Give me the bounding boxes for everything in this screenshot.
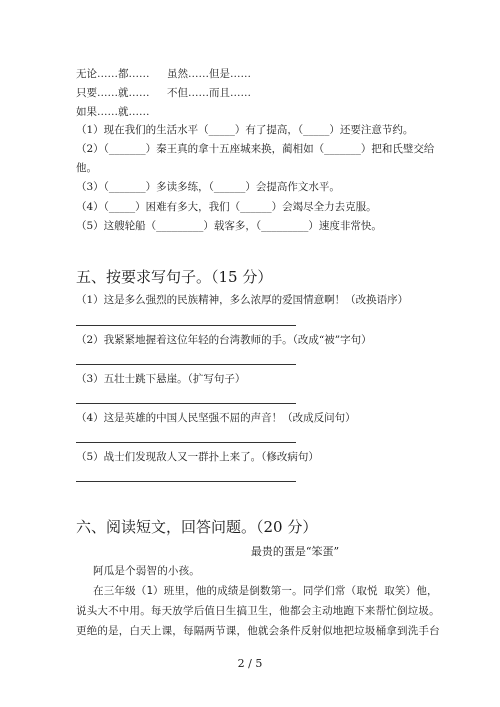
page-number: 2 / 5 xyxy=(237,657,263,670)
passage-line: 更绝的是，白天上课，每隔两节课，他就会条件反射似地把垃圾桶拿到洗手台 xyxy=(76,625,440,637)
conjunction-pair: 无论……都…… xyxy=(76,68,150,80)
question-item: （4）这是英雄的中国人民坚强不屈的声音！（改成反问句） xyxy=(76,412,356,424)
question-item: （5）战士们发现敌人又一群扑上来了。（修改病句） xyxy=(76,451,319,463)
fill-item: （1）现在我们的生活水平（_____）有了提高，（_____）还要注意节约。 xyxy=(76,124,414,136)
question-item: （3）五壮士跳下悬崖。（扩写句子） xyxy=(76,373,246,385)
passage-line: 说头大不中用。每天放学后值日生搞卫生，他都会主动地跑下来帮忙倒垃圾。 xyxy=(76,605,440,617)
answer-line xyxy=(76,325,296,326)
answer-line xyxy=(76,442,296,443)
section-title: 五、按要求写句子。（15 分） xyxy=(76,268,273,286)
answer-line xyxy=(76,481,296,482)
question-item: （2）我紧紧地握着这位年轻的台湾教师的手。（改成“被”字句） xyxy=(76,334,372,346)
section-title: 六、阅读短文，回答问题。（20 分） xyxy=(76,518,318,536)
passage-line: 阿瓜是个弱智的小孩。 xyxy=(93,565,200,577)
fill-item: （5）这艘轮船（_________）载客多，（_________）速度非常快。 xyxy=(76,220,382,232)
conjunction-pair: 如果……就…… xyxy=(76,106,150,118)
fill-item: （4）（_____）困难有多大，我们（______）会竭尽全力去克服。 xyxy=(76,201,377,213)
conjunction-pair: 不但……而且…… xyxy=(167,87,251,99)
passage-line: 在三年级（1）班里，他的成绩是倒数第一。同学们常（取悦 取笑）他， xyxy=(93,585,438,597)
fill-item-continuation: 他。 xyxy=(76,162,97,174)
fill-item: （3）（_______）多读多练，（______）会提高作文水平。 xyxy=(76,181,340,193)
answer-line xyxy=(76,364,296,365)
fill-item: （2）（_______）秦王真的拿十五座城来换，蔺相如（_______）把和氏璧交给 xyxy=(76,143,435,155)
passage-title: 最贵的蛋是“笨蛋” xyxy=(250,545,340,558)
conjunction-pair: 虽然……但是…… xyxy=(167,68,251,80)
answer-line xyxy=(76,403,296,404)
conjunction-pair: 只要……就…… xyxy=(76,87,150,99)
question-item: （1）这是多么强烈的民族精神，多么浓厚的爱国情意啊！（改换语序） xyxy=(76,294,409,306)
